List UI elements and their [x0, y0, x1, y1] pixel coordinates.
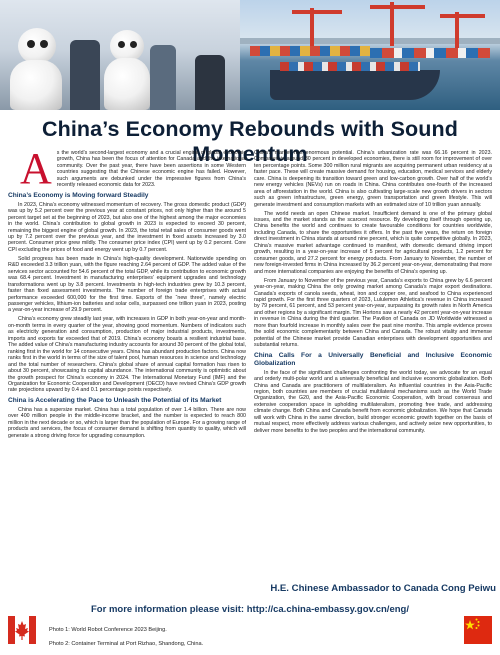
body-paragraph: Solid progress has been made in China’s high-quality development. Nationwide spending on R&D exceeded 3.3 trillion yuan, with the figure reaching 2.64 percent of GDP. The added value of the services sector accounted for 54.6 percent of the total GDP, while its contribution to economic growth was 68.4 percent. Investment in manufacturing enterprises’ equipment upgrades and technology transformations went up by 3.8 percent. Investments in high-tech industries grew by 10.3 percent, faster than fixed assessment investments. The number of foreign trade enterprises with actual performance exceeded 600,000 for the first time. Exports of the “new three”, namely electric passenger vehicles, lithium-ion batteries and solar cells, surpassed one trillion yuan in 2023, posting a year-on-year increase of 29.9 percent. [8, 255, 246, 314]
body-paragraph: From January to November of the previous year, Canada’s exports to China grew by 6.6 percent year-on-year, making China the only growing market among Canada’s major export destinations. Canada’s exports of canola seeds, wheat, iron and copper ore, and seafood to China experienced rapid growth. For the first three quarters of 2023, Lululemon Athletica’s revenue in China increased by 79 percent, 61 percent, and 53 percent year-on-year, surpassing its growth rates in North America and other regions by a significant margin. Tim Hortons saw a nearly 42 percent year-on-year increase in revenue in China during the third quarter. The Pavilion of Canada on JD Worldwide witnessed a more than fourfold increase in monthly sales over the past nine months. This ample evidence proves the solid economic complementarity between China and Canada. The robust vitality and immense potential of the Chinese market provide Canadian enterprises with development opportunities and substantial returns. [254, 277, 492, 349]
photo2-caption: Photo 2: Container Terminal at Port Rizhao, Shandong, China. [49, 641, 204, 647]
photo-robot-conference [0, 0, 240, 110]
china-flag-icon [464, 616, 492, 644]
photo1-caption: Photo 1: World Robot Conference 2023 Beijing. [49, 627, 167, 633]
article-title: China’s Economy Rebounds with Sound Momentum [42, 117, 458, 166]
header-photos [0, 0, 500, 110]
section-heading-globalization: China Calls For a Universally Beneficial and Inclusive Economic Globalization [254, 351, 492, 367]
intro-paragraph: As the world’s second-largest economy and a crucial engine of global economic growth, China has been the focus of attention for Canada and the international community. Over the past year, there have been assertions in some Western countries suggesting that the Chinese economic engine has failed. However, such arguments are debunked under the impressive figures from China’s recently released economic data for 2023. [20, 144, 246, 193]
photo-container-terminal [240, 0, 500, 110]
body-paragraph: The world needs an open Chinese market. Insufficient demand is one of the primary global issues, and the market stands as the scarcest resource. By developing itself through opening up, China benefits the world and continues to create favourable conditions for countries worldwide, including Canada, to share the opportunities it offers. In the past five years, the return on foreign direct investment in China stands at around nine percent, which is quite competitive globally. In 2023, China’s massive market advantage continued to manifest, with domestic demand driving import growth, resulting in a year-on-year increase of 5 percent for agricultural products, 1.2 percent for consumer goods, and 27.2 percent for energy products. From January to November, the number of new foreign-invested firms in China increased by 36.2 percent year-on-year, demonstrating that more and more international companies are enjoying the benefits of China’s opening up. [254, 210, 492, 275]
section-heading-steady: China’s Economy is Moving forward Steadily [8, 191, 149, 199]
footer-prefix: For more information please visit: [91, 604, 247, 615]
section-heading-market: China is Accelerating the Pace to Unleash the Potential of its Market [8, 396, 222, 404]
footer-info [0, 604, 500, 615]
article-left-column [8, 144, 246, 442]
author-signature: H.E. Chinese Ambassador to Canada Cong Peiwu [270, 583, 496, 594]
embassy-link[interactable]: http://ca.china-embassy.gov.cn/eng/ [246, 604, 409, 615]
drop-cap: A [20, 144, 52, 193]
body-paragraph: China has a supersize market. China has a total population of over 1.4 billion. There are now over 400 million people in the middle-income bracket, and the number is expected to reach 800 million in the next decade or so, which is larger than the population of Europe. For a growing range of products and services, the focus of consumer demand is shifting from quantity to quality, which will generate a strong driving force for upgrading consumption. [8, 406, 246, 439]
body-paragraph: In 2023, China’s economy witnessed momentum of recovery. The gross domestic product (GDP) was up by 5.2 percent over the previous year at constant prices, not only higher than the around 5 percent target set at the beginning of 2023, but also one of the highest among the major economies in the world. China’s contribution to global growth in 2023 is expected to exceed 30 percent, remaining the biggest engine of global growth. In 2023, the total retail sales of consumer goods went up by 7.2 percent over the previous year, and the investment in fixed assets increased by 3.0 percent. Consumer price grew mildly. The consumer price index (CPI) went up by 0.2 percent. Core CPI excluding the prices of food and energy went up by 0.7 percent. [8, 201, 246, 253]
body-paragraph: In the face of the significant challenges confronting the world today, we advocate for an equal and orderly multi-polar world and a universally beneficial and inclusive economic globalization. Both China and Canada are practitioners of multilateralism. As influential countries in the Asia-Pacific region, both countries are members of crucial multilateral mechanisms such as the World Trade Organization, the G20, and the Asia-Pacific Economic Cooperation, with broad consensus and extensive cooperation space in upholding multilateralism, promoting free trade, and addressing climate change. Both China and Canada benefit from economic globalization. We hope that Canada will work with China in the same direction, build stronger economic growth together on the basis of mutual respect, more effectively address various challenges, and actively seize new opportunities, to deliver more benefits to the two peoples and the international community. [254, 369, 492, 434]
canada-flag-icon [8, 616, 36, 644]
article-right-column [254, 150, 492, 437]
body-paragraph: China’s economy grew steadily last year, with increases in GDP in both year-on-year and month-on-month terms in every quarter of the year, showing good momentum. Numbers of indicators such as electricity generation and consumption, production of major industrial products, investments, imports and exports far exceeded that of 2019. China’s economy boasts a resilient industrial base. The added value of China’s manufacturing industry accounts for around 30 percent of the global total, ranking first in the world for 14 consecutive years. China has abundant production factors. China now ranks first in the world in terms of the size of talent pool, human resources in science and technology and the total number of researchers. China’s global share of annual capital formation has risen to about 30 percent, showcasing its capital abundance. The international community is optimistic about the growth prospect for China’s economy in 2024. The International Monetary Fund (IMF) and the Organization for Economic Cooperation and Development (OECD) have revised China’s GDP growth rate projections upward by 0.4 and 0.1 percentage points respectively. [8, 316, 246, 394]
body-paragraph: China’s market has enormous potential. China’s urbanization rate was 66.16 percent in 2023. Compared to around 80 percent in developed economies, there is still room for improvement of over ten percentage points. Some 300 million rural migrants are acquiring permanent urban residency at a faster pace. These will create massive demand for housing, education, medical services and elderly care. China is deepening its transition toward green and low-carbon growth. Over half of the world’s new energy vehicles (NEVs) run on roads in China. China contributes one-fourth of the increased area of afforestation in the world. China is also cultivating large-scale new growth drivers in sectors such as green infrastructure, green energy, green transportation and green lifestyle. This will generate investment and consumption markets with an estimated size of 10 trillion yuan annually. [254, 150, 492, 208]
